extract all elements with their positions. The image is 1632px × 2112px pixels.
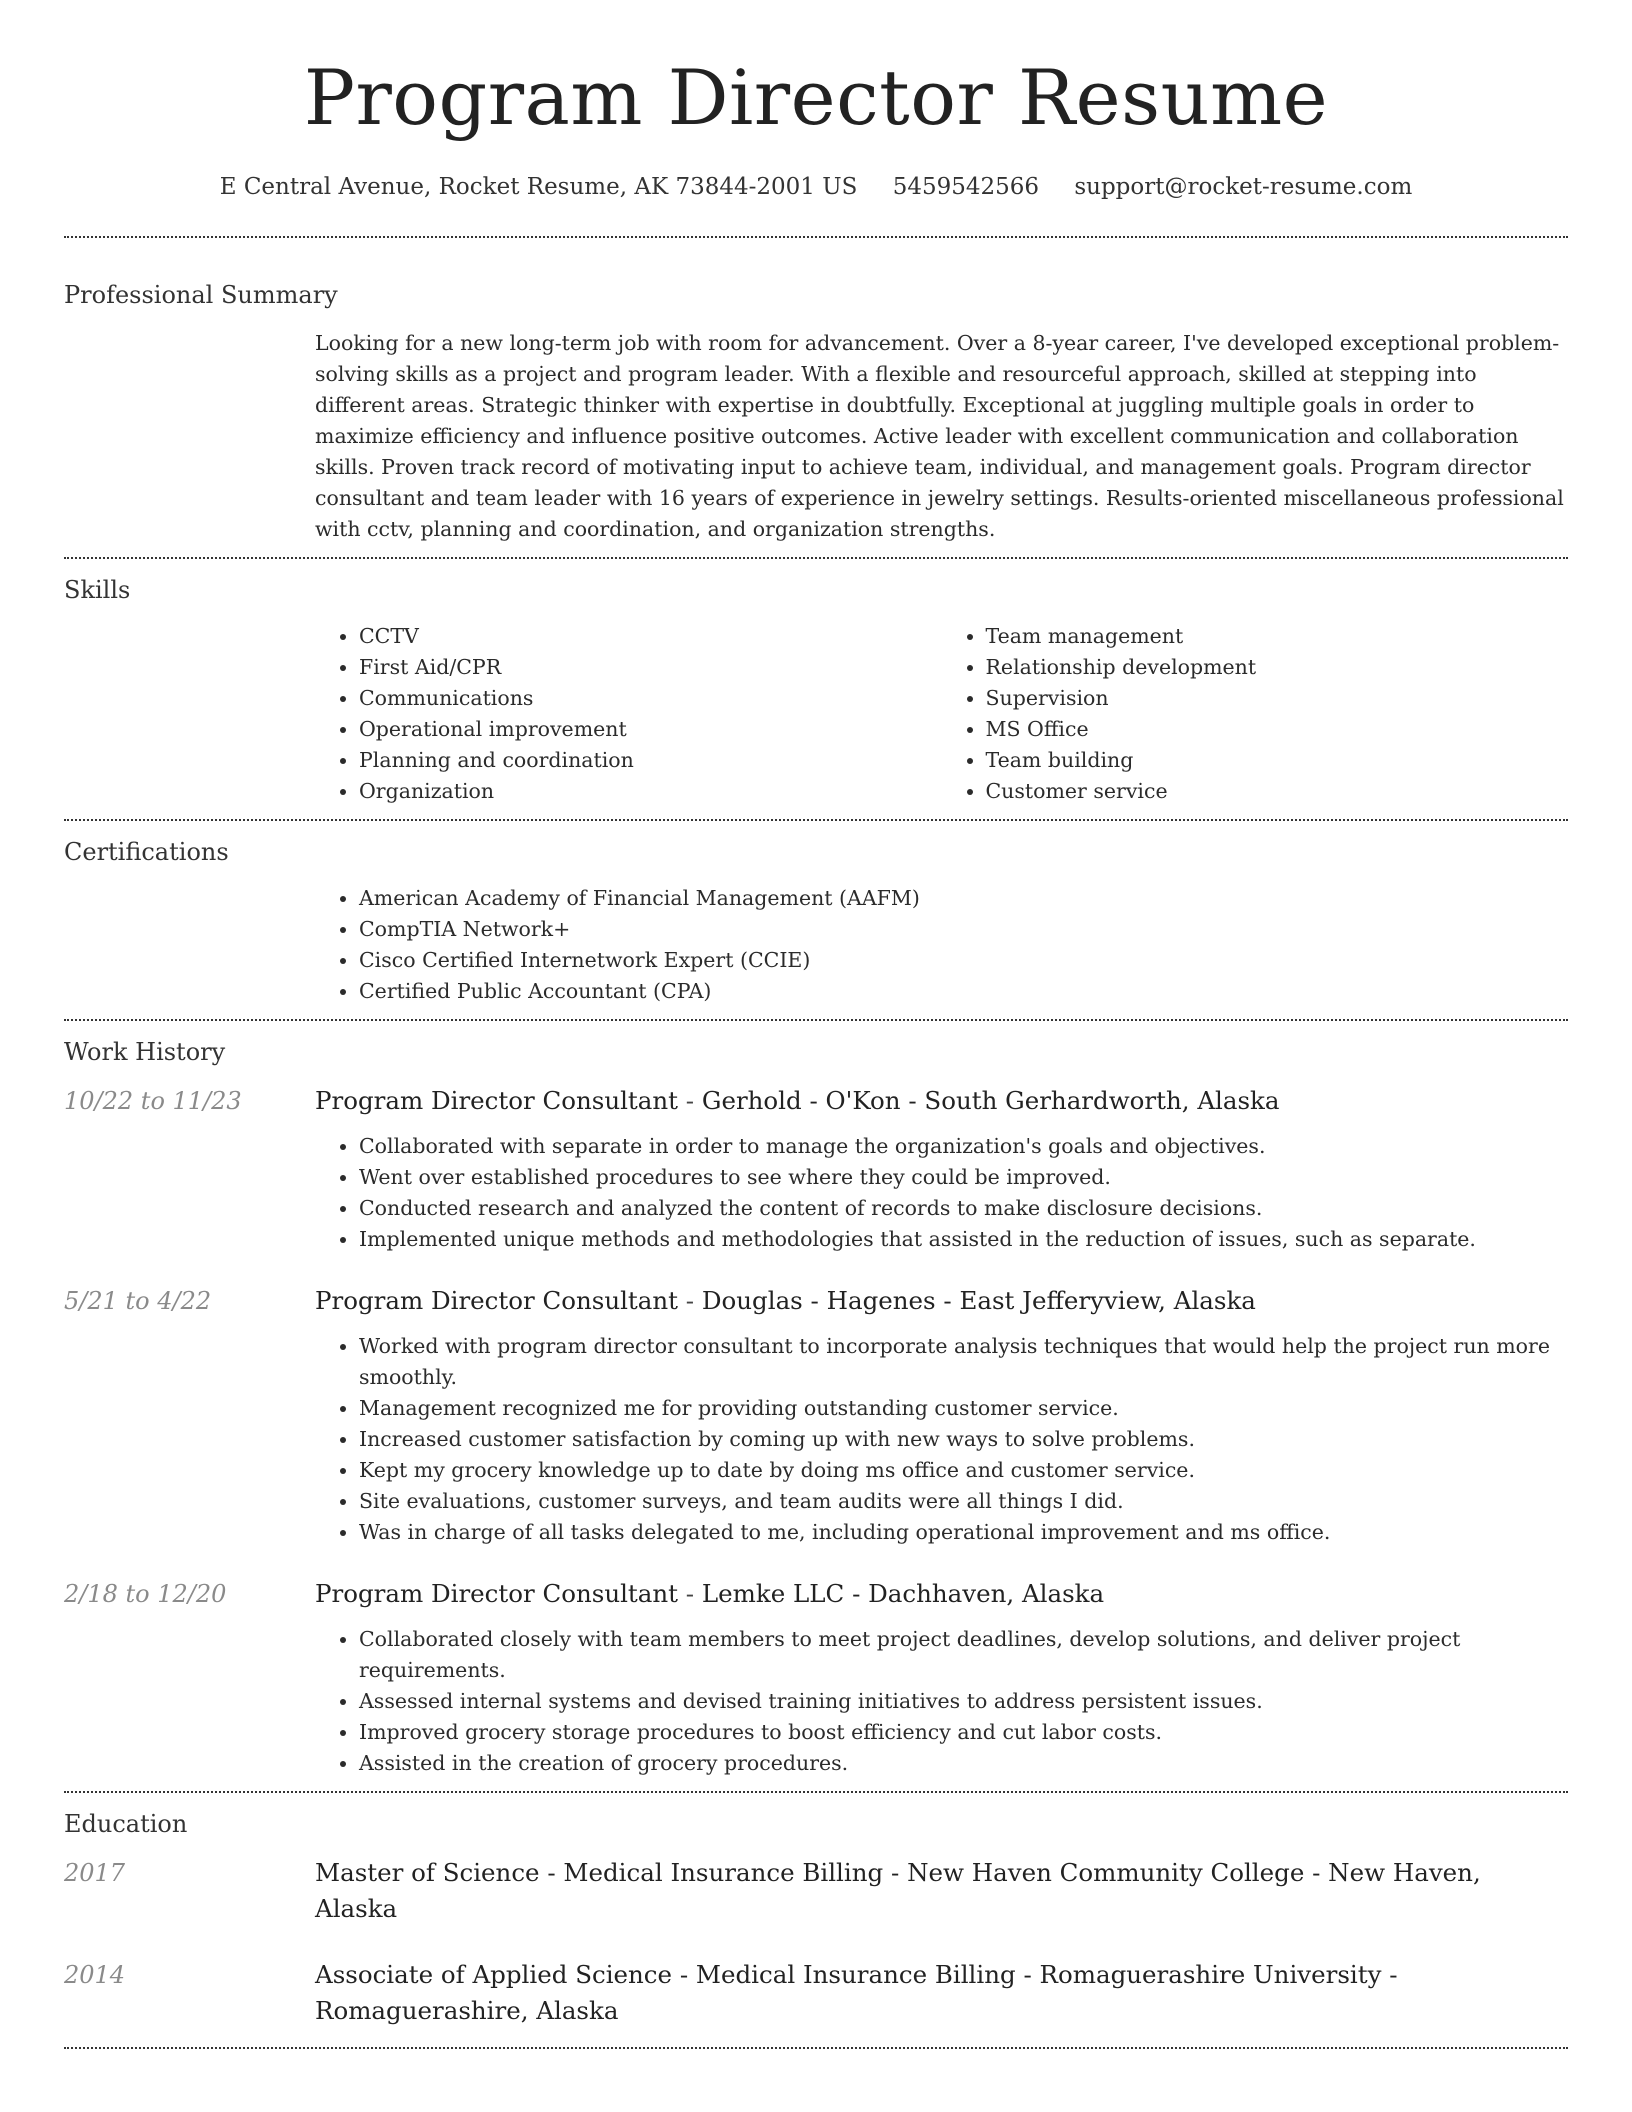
job-title <box>315 1576 1568 1612</box>
skills-section <box>64 559 1568 819</box>
list-item: • CCTV <box>359 621 942 652</box>
job-role: Program Director Consultant <box>315 1086 679 1115</box>
certifications-section <box>64 821 1568 1019</box>
job-company: Lemke LLC - Dachhaven, Alaska <box>701 1579 1105 1608</box>
work-history-title: Work History <box>64 1038 226 1066</box>
list-item: • Collaborated with separate in order to manage the organization's goals and objectives. <box>359 1131 1568 1162</box>
list-item: • Customer service <box>986 776 1569 807</box>
title-separator: - <box>883 1858 908 1887</box>
list-item: • Supervision <box>986 683 1569 714</box>
title-separator: - <box>678 1086 702 1115</box>
job-bullets <box>315 1131 1568 1255</box>
job-main <box>315 1283 1568 1548</box>
certifications-list <box>315 883 1568 1007</box>
skills-list-right <box>942 621 1569 807</box>
title-separator: - <box>678 1579 702 1608</box>
job-dates: 2/18 to 12/20 <box>64 1580 227 1608</box>
job-role: Program Director Consultant <box>315 1286 679 1315</box>
job-main <box>315 1083 1568 1255</box>
list-item: • Planning and coordination <box>359 745 942 776</box>
job-header <box>64 1576 1568 1779</box>
list-item: • Worked with program director consultant to incorporate analysis techniques that would help the project run more smoothly. <box>359 1331 1568 1393</box>
list-item: • Communications <box>359 683 942 714</box>
job-entry <box>64 1083 1568 1255</box>
job-bullets <box>315 1624 1568 1779</box>
skills-body <box>315 621 1568 807</box>
education-details <box>315 1957 1568 2029</box>
list-item: • Site evaluations, customer surveys, and team audits were all things I did. <box>359 1486 1568 1517</box>
title-separator: - <box>678 1286 702 1315</box>
job-header <box>64 1283 1568 1548</box>
summary-section <box>64 238 1568 557</box>
work-history-jobs <box>64 1083 1568 1779</box>
job-header <box>64 1083 1568 1255</box>
list-item: • Implemented unique methods and methodologies that assisted in the reduction of issues, such as separate. <box>359 1224 1568 1255</box>
job-company: Gerhold - O'Kon - South Gerhardworth, Alaska <box>701 1086 1280 1115</box>
list-item: • Kept my grocery knowledge up to date by doing ms office and customer service. <box>359 1455 1568 1486</box>
list-item: • Organization <box>359 776 942 807</box>
education-degree: Associate of Applied Science - Medical Insurance Billing <box>315 1960 1016 1989</box>
education-entry <box>64 1855 1568 1927</box>
job-entry <box>64 1576 1568 1779</box>
education-year: 2017 <box>64 1859 126 1887</box>
summary-body <box>315 328 1568 545</box>
job-title <box>315 1083 1568 1119</box>
list-item: • Certified Public Accountant (CPA) <box>359 976 1568 1007</box>
list-item: • Management recognized me for providing outstanding customer service. <box>359 1393 1568 1424</box>
list-item: • Was in charge of all tasks delegated to me, including operational improvement and ms office. <box>359 1517 1568 1548</box>
job-title <box>315 1283 1568 1319</box>
education-details <box>315 1855 1568 1927</box>
list-item: • MS Office <box>986 714 1569 745</box>
skills-title: Skills <box>64 576 131 604</box>
education-degree: Master of Science - Medical Insurance Billing <box>315 1858 884 1887</box>
skills-list-left <box>315 621 942 807</box>
job-entry <box>64 1283 1568 1548</box>
list-item: • Operational improvement <box>359 714 942 745</box>
education-entry <box>64 1957 1568 2029</box>
list-item: • American Academy of Financial Management (AAFM) <box>359 883 1568 914</box>
list-item: • Cisco Certified Internetwork Expert (CCIE) <box>359 945 1568 976</box>
summary-text: Looking for a new long-term job with room for advancement. Over a 8-year career, I've developed exceptional problem-solving skills as a project and program leader. With a flexible and resourceful approach, skilled at stepping into different areas. Strategic thinker with expertise in doubtfully. Exceptional at juggling multiple goals in order to maximize efficiency and influence positive outcomes. Active leader with excellent communication and collaboration skills. Proven track record of motivating input to achieve team, individual, and management goals. Program director consultant and team leader with 16 years of experience in jewelry settings. Results-oriented miscellaneous professional with cctv, planning and coordination, and organization strengths. <box>315 331 1564 541</box>
job-bullets <box>315 1331 1568 1548</box>
section-divider <box>64 2047 1568 2049</box>
list-item: • Assisted in the creation of grocery procedures. <box>359 1748 1568 1779</box>
page-title: Program Director Resume <box>303 53 1329 142</box>
job-company: Douglas - Hagenes - East Jefferyview, Alaska <box>701 1286 1256 1315</box>
education-title: Education <box>64 1810 188 1838</box>
list-item: • Team building <box>986 745 1569 776</box>
contact-email: support@rocket-resume.com <box>1074 174 1413 200</box>
list-item: • Conducted research and analyzed the content of records to make disclosure decisions. <box>359 1193 1568 1224</box>
education-school: New Haven Community College - New Haven, Alaska <box>315 1858 1481 1923</box>
certifications-title: Certifications <box>64 838 229 866</box>
list-item: • Relationship development <box>986 652 1569 683</box>
list-item: • First Aid/CPR <box>359 652 942 683</box>
contact-address: E Central Avenue, Rocket Resume, AK 73844-2001 US <box>219 174 858 200</box>
summary-title: Professional Summary <box>64 281 338 309</box>
contact-phone: 5459542566 <box>892 174 1040 200</box>
certifications-body <box>315 883 1568 1007</box>
education-entries <box>64 1855 1568 2029</box>
contact-line <box>64 170 1568 204</box>
resume-header <box>64 0 1568 204</box>
job-main <box>315 1576 1568 1779</box>
job-dates: 10/22 to 11/23 <box>64 1087 242 1115</box>
education-section <box>64 1793 1568 2041</box>
work-history-section <box>64 1021 1568 1791</box>
list-item: • Collaborated closely with team members to meet project deadlines, develop solutions, and deliver project requirements. <box>359 1624 1568 1686</box>
list-item: • Team management <box>986 621 1569 652</box>
education-school: Romaguerashire University - Romaguerashire, Alaska <box>315 1960 1398 2025</box>
education-year: 2014 <box>64 1961 126 1989</box>
job-dates: 5/21 to 4/22 <box>64 1287 212 1315</box>
list-item: • Improved grocery storage procedures to boost efficiency and cut labor costs. <box>359 1717 1568 1748</box>
list-item: • Assessed internal systems and devised training initiatives to address persistent issues. <box>359 1686 1568 1717</box>
list-item: • Increased customer satisfaction by coming up with new ways to solve problems. <box>359 1424 1568 1455</box>
list-item: • Went over established procedures to see where they could be improved. <box>359 1162 1568 1193</box>
title-separator: - <box>1015 1960 1040 1989</box>
job-role: Program Director Consultant <box>315 1579 679 1608</box>
list-item: • CompTIA Network+ <box>359 914 1568 945</box>
